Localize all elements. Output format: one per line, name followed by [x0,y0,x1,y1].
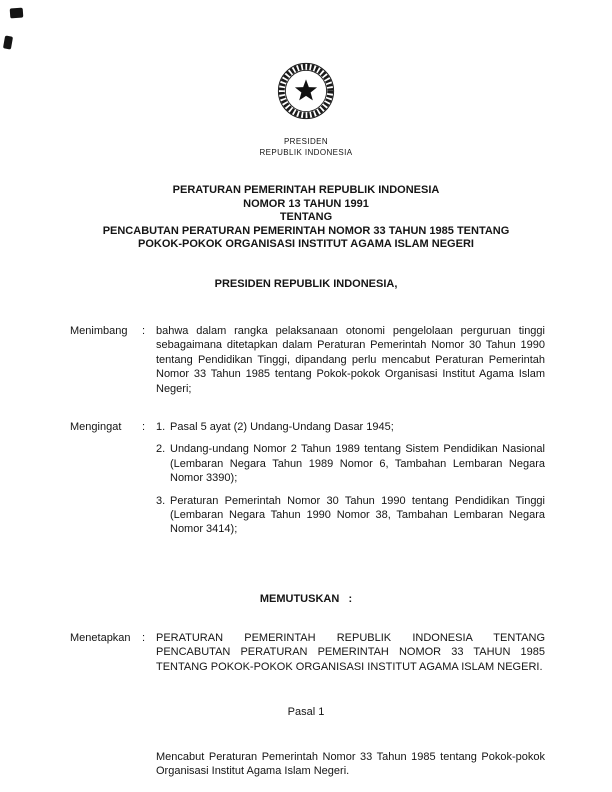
salutation: PRESIDEN REPUBLIK INDONESIA, [214,277,398,290]
menetapkan-label: Menetapkan [70,631,131,644]
menimbang-body: bahwa dalam rangka pelaksanaan otonomi pengelolaan perguruan tinggi sebagaimana ditetapkan dalam Peraturan Pemerintah Nomor 30 Tahun 1990 tentang Pendidikan Tinggi, dipandang perlu mencabut Peraturan Pemerintah Nomor 33 Tahun 1985 tentang Pokok-pokok Organisasi Institut Agama Islam Negeri; [156,324,545,395]
menetapkan-section [70,631,545,674]
scan-artifact-top [10,8,24,19]
title-line-4: PENCABUTAN PERATURAN PEMERINTAH NOMOR 33 TAHUN 1985 TENTANG [102,224,510,237]
empty-colon-column [142,750,156,779]
letterhead-republik-indonesia: REPUBLIK INDONESIA [259,148,353,157]
title-line-3: TENTANG [279,211,333,224]
pasal-1-heading: Pasal 1 [287,706,325,719]
letterhead [0,60,612,158]
pasal-1-section [70,750,545,779]
mengingat-item-1 [156,420,545,434]
mengingat-colon: : [142,421,146,433]
item-number: 1. [156,421,166,433]
memutuskan-heading: MEMUTUSKAN : [259,592,353,605]
mengingat-label: Mengingat [70,421,122,433]
state-emblem-star-icon [275,60,337,122]
title-line-5: POKOK-POKOK ORGANISASI INSTITUT AGAMA ISLAM NEGERI [138,238,474,251]
mengingat-item-3 [156,494,545,537]
item-number: 2. [156,443,166,456]
empty-label-column [70,750,142,779]
mengingat-section [70,420,545,537]
menetapkan-body: PERATURAN PEMERINTAH REPUBLIK INDONESIA TENTANG PENCABUTAN PERATURAN PEMERINTAH NOMOR 33 TAHUN 1985 TENTANG POKOK-POKOK ORGANISASI INSTITUT AGAMA ISLAM NEGERI. [156,631,545,673]
item-text: Peraturan Pemerintah Nomor 30 Tahun 1990 tentang Pendidikan Tinggi (Lembaran Negara Tahun 1990 Nomor 38, Tambahan Lembaran Negara Nomor 3414); [170,494,545,536]
item-number: 3. [156,494,166,507]
scan-artifact-left [3,35,13,49]
title-line-1: PERATURAN PEMERINTAH REPUBLIK INDONESIA [172,184,440,196]
item-text: Pasal 5 ayat (2) Undang-Undang Dasar 1945; [170,421,394,433]
document-title [0,184,612,252]
pasal-1-body: Mencabut Peraturan Pemerintah Nomor 33 Tahun 1985 tentang Pokok-pokok Organisasi Institut Agama Islam Negeri. [156,751,545,778]
title-line-2: NOMOR 13 TAHUN 1991 [243,197,369,210]
menimbang-label: Menimbang [70,324,128,337]
item-text: Undang-undang Nomor 2 Tahun 1989 tentang Sistem Pendidikan Nasional (Lembaran Negara Tahun 1989 Nomor 6, Tambahan Lembaran Negara Nomor 3390); [170,443,545,485]
letterhead-presiden: PRESIDEN [283,137,329,146]
menimbang-colon: : [142,324,146,337]
menimbang-section [70,324,545,396]
mengingat-item-2 [156,442,545,485]
menetapkan-colon: : [142,631,146,644]
